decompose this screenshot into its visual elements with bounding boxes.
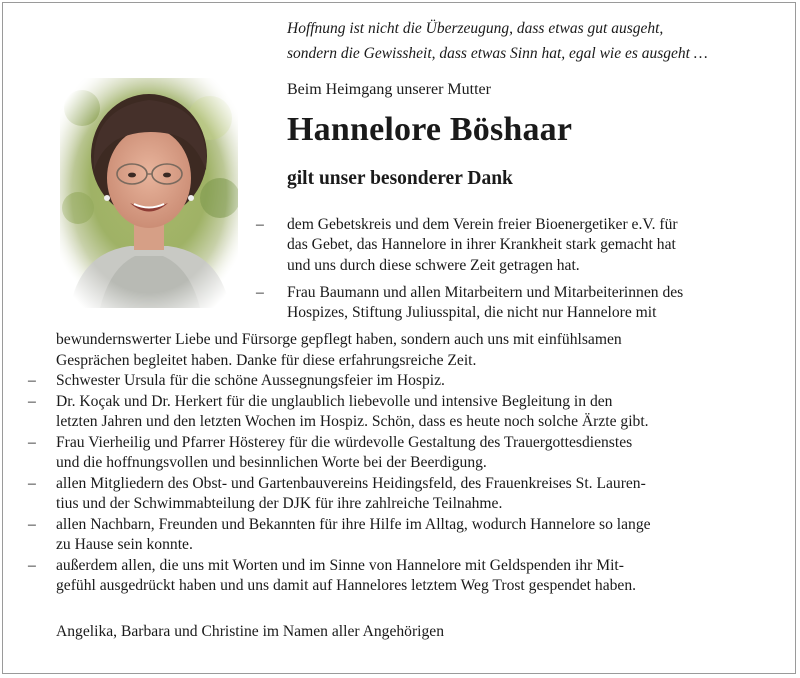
- thanks-item: [28, 371, 778, 392]
- dash-bullet: –: [28, 372, 36, 389]
- thanks-list-top: [256, 215, 786, 323]
- item-line: gefühl ausgedrückt haben und uns damit auf Hannelores letztem Weg Trost gespendet haben.: [56, 577, 637, 594]
- item-line: Dr. Koçak und Dr. Herkert für die unglaublich liebevolle und intensive Begleitung in den: [56, 392, 613, 410]
- item-line: Frau Baumann und allen Mitarbeitern und Mitarbeiterinnen des: [287, 283, 684, 301]
- dash-bullet: –: [28, 556, 36, 574]
- item-line: letzten Jahren und den letzten Wochen im Hospiz. Schön, dass es heute noch solche Ärzte gibt.: [56, 413, 649, 430]
- thanks-heading: gilt unser besonderer Dank: [287, 168, 513, 189]
- dash-bullet: –: [256, 216, 264, 233]
- item-line: bewundernswerter Liebe und Fürsorge gepflegt haben, sondern auch uns mit einfühlsamen: [56, 331, 622, 348]
- item-line: und uns durch diese schwere Zeit getragen hat.: [287, 256, 580, 274]
- item-line: zu Hause sein konnte.: [56, 536, 193, 553]
- item-continuation: [28, 330, 778, 371]
- signoff: Angelika, Barbara und Christine im Namen aller Angehörigen: [56, 623, 445, 640]
- thanks-item: [256, 215, 786, 276]
- dash-bullet: –: [28, 433, 36, 451]
- portrait-photo: [60, 78, 238, 308]
- item-line: Hospizes, Stiftung Juliusspital, die nicht nur Hannelore mit: [287, 304, 657, 322]
- dash-bullet: –: [28, 392, 36, 410]
- item-line: außerdem allen, die uns mit Worten und im Sinne von Hannelore mit Geldspenden ihr Mit-: [56, 556, 624, 574]
- dash-bullet: –: [256, 283, 264, 301]
- thanks-item: [28, 474, 778, 515]
- thanks-item: [28, 392, 778, 433]
- intro-line: Beim Heimgang unserer Mutter: [287, 81, 491, 98]
- item-line: allen Mitgliedern des Obst- und Gartenbauvereins Heidingsfeld, des Frauenkreises St. Lauren-: [56, 474, 646, 492]
- dash-bullet: –: [28, 515, 36, 533]
- item-line: und die hoffnungsvollen und besinnlichen Worte bei der Beerdigung.: [56, 454, 487, 471]
- thanks-list-bottom: [28, 330, 778, 597]
- thanks-item: [256, 283, 786, 324]
- item-line: allen Nachbarn, Freunden und Bekannten für ihre Hilfe im Alltag, wodurch Hannelore so lange: [56, 515, 651, 533]
- dash-bullet: –: [28, 474, 36, 492]
- thanks-item: [28, 515, 778, 556]
- item-line: dem Gebetskreis und dem Verein freier Bioenergetiker e.V. für: [287, 216, 678, 233]
- thanks-item: [28, 556, 778, 597]
- item-line: Gesprächen begleitet haben. Danke für diese erfahrungsreiche Zeit.: [56, 351, 477, 369]
- item-line: das Gebet, das Hannelore in ihrer Krankheit stark gemacht hat: [287, 236, 676, 254]
- thanks-item: [28, 433, 778, 474]
- motto-line: sondern die Gewissheit, dass etwas Sinn hat, egal wie es ausgeht …: [287, 45, 708, 62]
- item-line: Schwester Ursula für die schöne Aussegnungsfeier im Hospiz.: [56, 372, 445, 389]
- motto-line: Hoffnung ist nicht die Überzeugung, dass etwas gut ausgeht,: [287, 20, 664, 37]
- item-line: tius und der Schwimmabteilung der DJK für ihre zahlreiche Teilnahme.: [56, 495, 503, 512]
- motto-quote: [287, 16, 787, 66]
- item-line: Frau Vierheilig und Pfarrer Hösterey für die würdevolle Gestaltung des Trauergottesdienstes: [56, 433, 633, 451]
- deceased-name: Hannelore Böshaar: [287, 111, 573, 148]
